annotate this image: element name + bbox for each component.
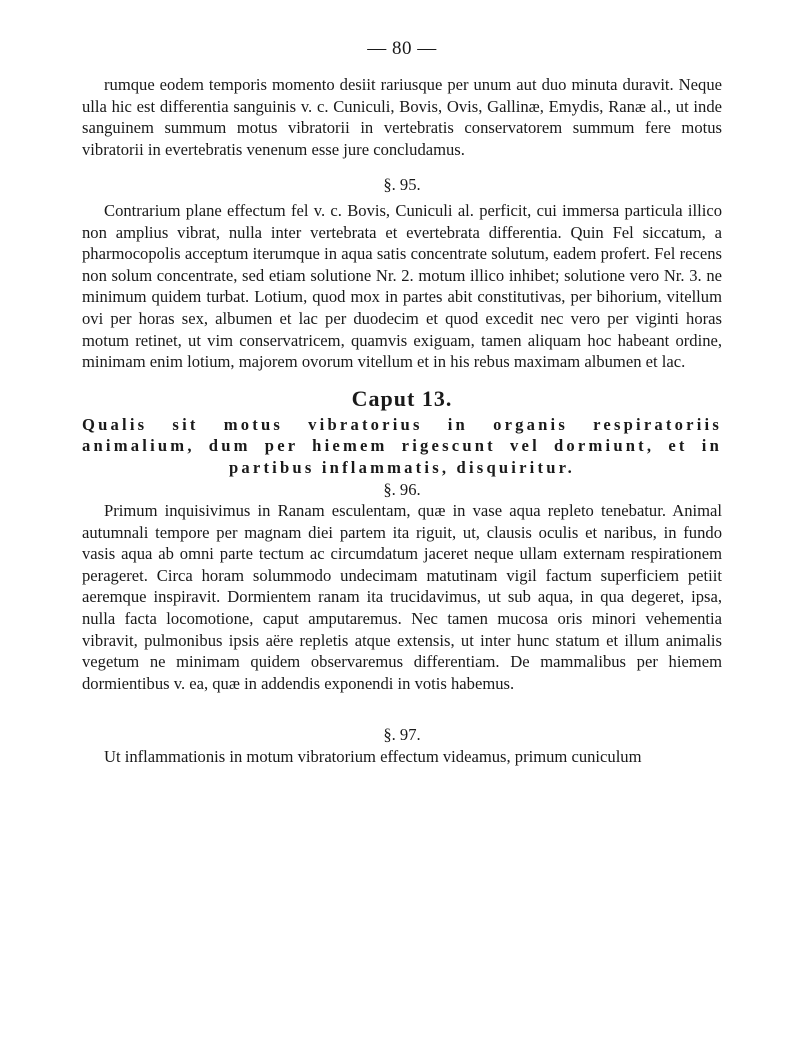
chapter-heading: Caput 13. — [351, 385, 453, 411]
paragraph-section-95: Contrarium plane effectum fel v. c. Bovis, Cuniculi al. perficit, cui immersa particula illico non amplius vibrat, nulla inter vertebrata et evertebrata differentia. Quin Fel siccatum, a pharmocopolis acceptum iterumque in aqua satis concentrate solutum, eadem profert. Fel recens non solum concentrate, sed etiam solutione Nr. 2. motum illico inhibet; solutione vero Nr. 3. ne minimum quidem turbat. Lotium, quod mox in partes abit constitutivas, per bihorium, vitellum ovi per horas sex, albumen et lac per duodecim et quod excedit nec vero per viginti horas motum retinet, ut vim conservatricem, quamvis exiguam, tamen aliquam hoc habeant ordine, minimam enim lotium, majorem ovorum vitellum et in his rebus maximam albumen et lac. — [82, 200, 722, 372]
section-heading-95: §. 95. — [383, 175, 421, 195]
section-heading-97: §. 97. — [383, 725, 421, 745]
paragraph-section-96: Primum inquisivimus in Ranam esculentam, quæ in vase aqua repleto tenebatur. Animal autumnali tempore per magnam diei partem ita riguit, ut, clausis oculis et naribus, in fundo vasis aqua ab omni parte tectum ac circumdatum jaceret neque ullam externam respirationem perageret. Circa horam solummodo undecimam matutinam vigil factum superficiem petiit aeremque inspiravit. Dormientem ranam ita trucidavimus, ut sub aqua, in qua degeret, ipsa, nulla facta locomotione, caput amputaremus. Nec tamen mucosa oris minori vehementia vibravit, pulmonibus ipsis aëre repletis atque extensis, ut inter hunc statum et illum animalis vegetum ne minimam quidem observaremus differentiam. De mammalibus per hiemem dormientibus v. ea, quæ in addendis exponendi in votis habemus. — [82, 501, 722, 693]
chapter-subtitle: Qualis sit motus vibratorius in organis respiratoriis animalium, dum per hiemem rigescunt vel dormiunt, et in partibus inflammatis, disquiritur. — [82, 414, 722, 477]
section-heading-96: §. 96. — [383, 479, 421, 499]
page-number: — 80 — — [367, 38, 437, 59]
book-page — [82, 0, 722, 768]
paragraph-section-97: Ut inflammationis in motum vibratorium effectum videamus, primum cuniculum — [104, 747, 642, 767]
paragraph-continuation: rumque eodem temporis momento desiit rariusque per unum aut duo minuta duravit. Neque ulla hic est differentia sanguinis v. c. Cuniculi, Bovis, Ovis, Gallinæ, Emydis, Ranæ al., ut inde sanguinem summum motus vibratorii in vertebratis conservatorem summum fere motus vibratorii in evertebratis venenum esse jure concludamus. — [82, 75, 722, 159]
